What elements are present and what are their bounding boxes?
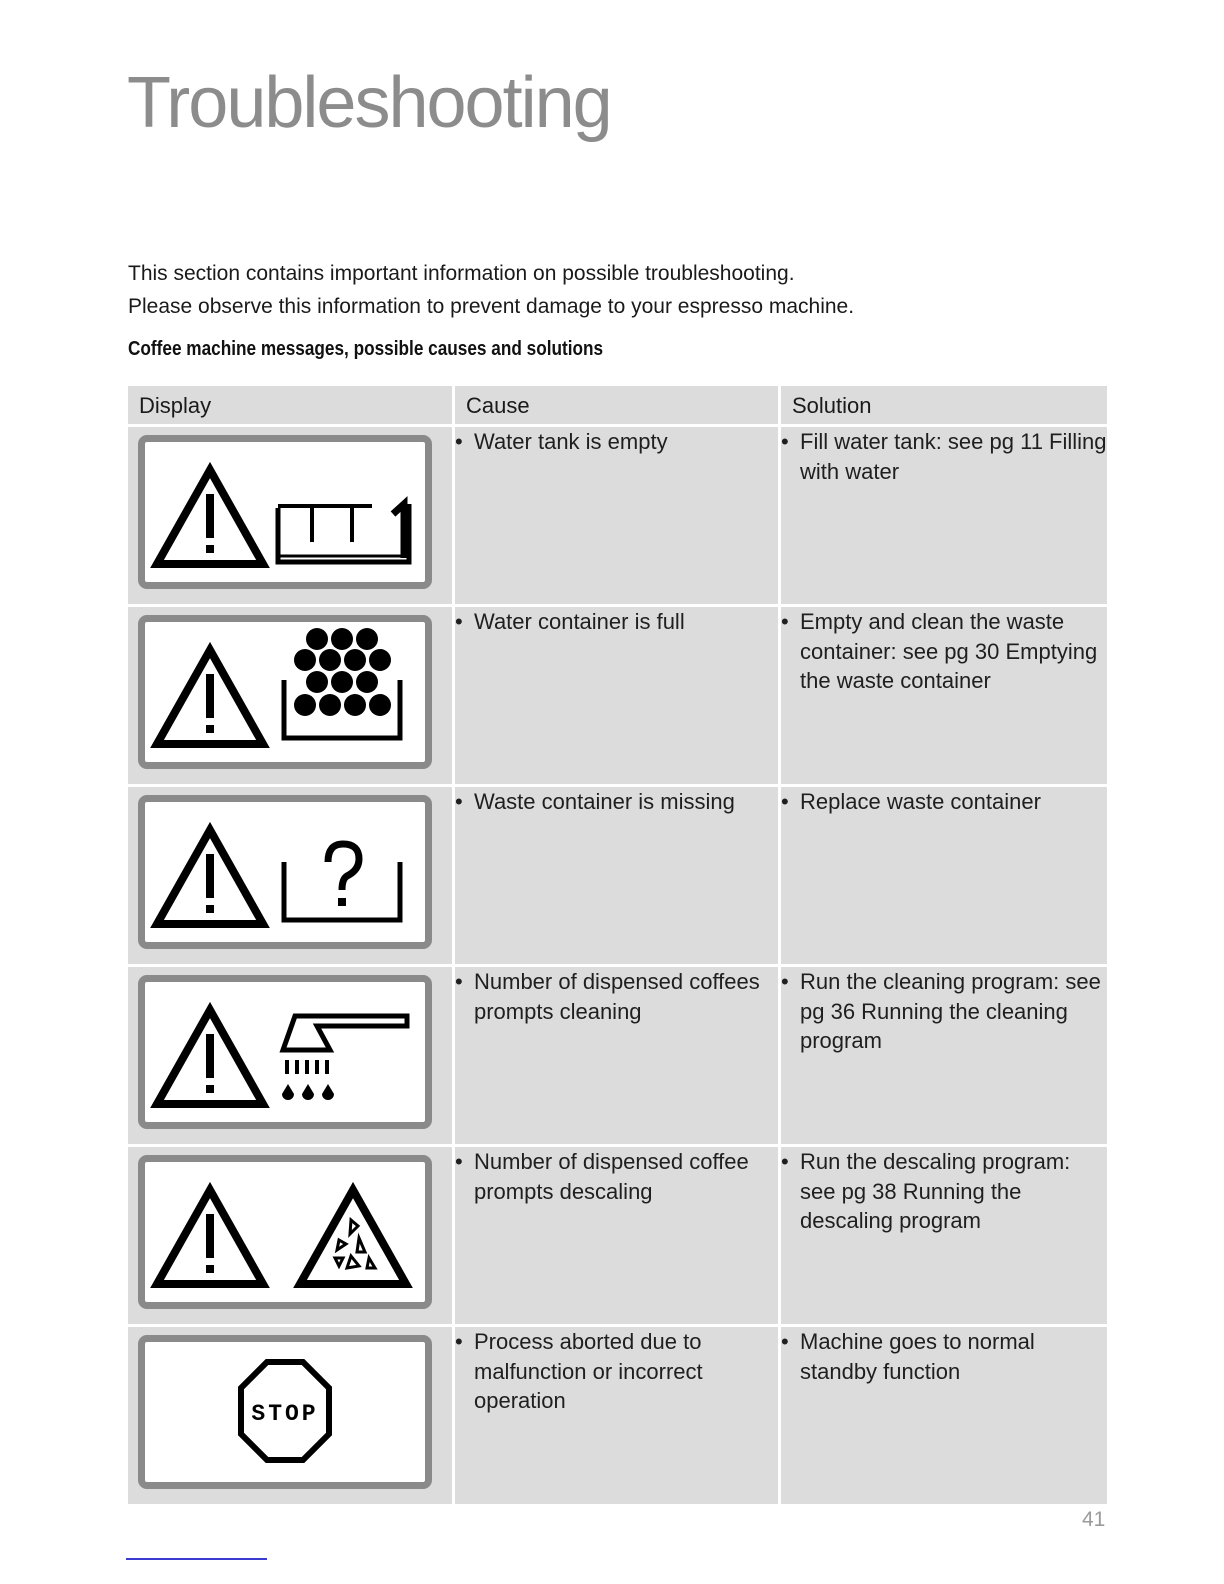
display-cell [128, 1147, 452, 1324]
cause-item: • Number of dispensed coffee prompts descaling [455, 1147, 778, 1206]
table-row [128, 607, 1107, 784]
table-row [128, 427, 1107, 604]
display-cell [128, 607, 452, 784]
table-header-row [128, 386, 1107, 424]
table-row [128, 787, 1107, 964]
solution-item: • Run the descaling program: see pg 38 Running the descaling program [781, 1147, 1107, 1236]
header-display: Display [128, 386, 452, 424]
header-solution: Solution [781, 386, 1107, 424]
header-cause: Cause [455, 386, 778, 424]
cause-cell [455, 787, 778, 964]
cause-item: • Process aborted due to malfunction or incorrect operation [455, 1327, 778, 1416]
messages-table [125, 383, 1110, 1507]
solution-item: • Replace waste container [781, 787, 1107, 817]
stop-icon [138, 1335, 432, 1489]
solution-item: • Run the cleaning program: see pg 36 Running the cleaning program [781, 967, 1107, 1056]
solution-cell [781, 967, 1107, 1144]
table-row [128, 967, 1107, 1144]
solution-cell [781, 1327, 1107, 1504]
stop-label: STOP [251, 1401, 319, 1427]
warning-cleaning-icon [138, 975, 432, 1129]
cause-cell [455, 1147, 778, 1324]
solution-cell [781, 427, 1107, 604]
solution-item: • Fill water tank: see pg 11 Filling with water [781, 427, 1107, 486]
warning-container-full-icon [138, 615, 432, 769]
display-cell [128, 427, 452, 604]
page-title: Troubleshooting [127, 63, 611, 143]
warning-container-missing-icon [138, 795, 432, 949]
section-heading: Coffee machine messages, possible causes and solutions [128, 338, 604, 360]
page-number: 41 [1082, 1508, 1106, 1531]
display-cell [128, 967, 452, 1144]
cause-cell [455, 967, 778, 1144]
display-cell [128, 787, 452, 964]
intro-line-1: This section contains important information on possible troubleshooting. [128, 262, 795, 285]
cause-item: • Water container is full [455, 607, 778, 637]
cause-item: • Water tank is empty [455, 427, 778, 457]
solution-cell [781, 1147, 1107, 1324]
intro-text [128, 257, 854, 323]
cause-cell [455, 427, 778, 604]
table-row [128, 1327, 1107, 1504]
warning-water-tank-empty-icon [138, 435, 432, 589]
cause-cell [455, 1327, 778, 1504]
solution-cell [781, 607, 1107, 784]
display-cell [128, 1327, 452, 1504]
warning-descaling-icon [138, 1155, 432, 1309]
intro-line-2: Please observe this information to prevent damage to your espresso machine. [128, 295, 855, 318]
cause-item: • Number of dispensed coffees prompts cleaning [455, 967, 778, 1026]
solution-cell [781, 787, 1107, 964]
solution-item: • Empty and clean the waste container: see pg 30 Emptying the waste container [781, 607, 1107, 696]
cause-cell [455, 607, 778, 784]
table-row [128, 1147, 1107, 1324]
cause-item: • Waste container is missing [455, 787, 778, 817]
footer-rule [126, 1558, 267, 1560]
solution-item: • Machine goes to normal standby function [781, 1327, 1107, 1386]
